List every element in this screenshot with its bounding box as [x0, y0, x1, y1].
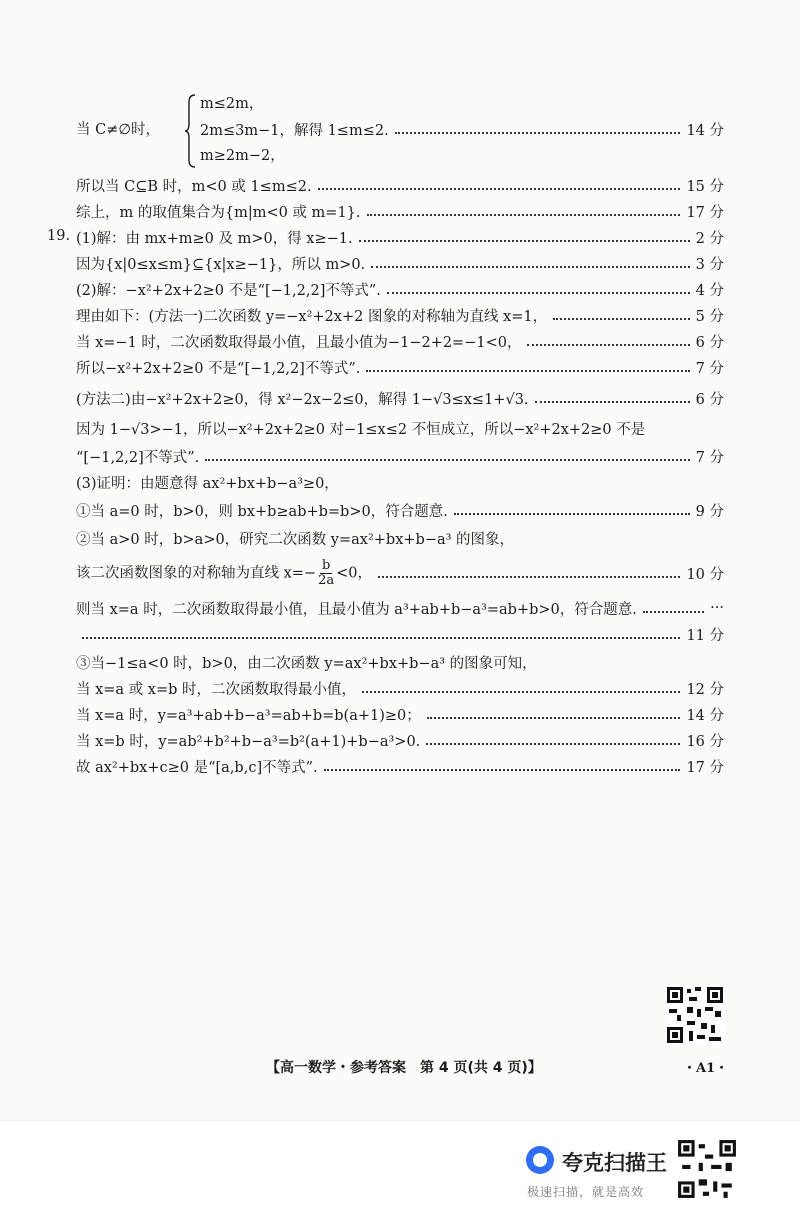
score: 2 分 — [695, 230, 724, 247]
banner-qr-code-icon — [676, 1138, 738, 1200]
answer-line — [76, 525, 724, 551]
score: 10 分 — [686, 566, 724, 583]
leader-dots — [643, 611, 704, 613]
answer-line — [76, 621, 724, 647]
score: 14 分 — [686, 122, 724, 139]
leader-dots — [324, 769, 681, 771]
score: 3 分 — [695, 256, 724, 273]
answer-line-text: (方法二)由−x²+2x+2≥0，得 x²−2x−2≤0，解得 1−√3≤x≤1+√3. — [76, 391, 529, 408]
answer-line-text: 当 x=−1 时，二次函数取得最小值，且最小值为−1−2+2=−1<0， — [76, 334, 522, 351]
answer-line — [76, 701, 724, 727]
answer-line — [76, 276, 724, 302]
answer-line-text: 理由如下：(方法一)二次函数 y=−x²+2x+2 图象的对称轴为直线 x=1， — [76, 308, 548, 325]
leader-dots — [367, 214, 681, 216]
leader-dots — [395, 132, 681, 134]
answer-line — [76, 649, 724, 675]
axis-line — [76, 557, 724, 588]
answer-line-text: (2)解：−x²+2x+2≥0 不是“[−1,2,2]不等式”. — [76, 282, 381, 299]
answer-line — [76, 675, 724, 701]
score: 17 分 — [686, 204, 724, 221]
answer-line — [76, 595, 724, 621]
score: 5 分 — [695, 308, 724, 325]
leader-dots — [366, 370, 689, 372]
brace-row-2: 2m≤3m−1，解得 1≤m≤2. — [200, 122, 389, 139]
brace-prefix: 当 C≠∅时， — [76, 122, 160, 138]
score: 16 分 — [686, 733, 724, 750]
answer-line-text: ①当 a=0 时，b>0，则 bx+b≥ab+b=b>0，符合题意. — [76, 503, 448, 520]
leader-dots — [527, 344, 689, 346]
answer-line — [76, 328, 724, 354]
qr-code-icon — [665, 985, 725, 1045]
leader-dots — [553, 318, 690, 320]
answer-line — [76, 224, 724, 250]
leader-dots — [378, 576, 680, 578]
answer-line-text: 因为 1−√3>−1，所以−x²+2x+2≥0 对−1≤x≤2 不恒成立，所以−x²+2x+2≥0 不是 — [76, 421, 646, 438]
score: 4 分 — [695, 282, 724, 299]
answer-line — [76, 469, 724, 495]
answer-line-text: 则当 x=a 时，二次函数取得最小值，且最小值为 a³+ab+b−a³=ab+b>0，符合题意. — [76, 601, 637, 618]
leader-dots — [362, 691, 680, 693]
answer-line — [76, 302, 724, 328]
left-brace-icon — [185, 94, 197, 168]
axis-line-text: 该二次函数图象的对称轴为直线 x=− $\frac{b}{2a}$ <0， — [76, 557, 372, 588]
answer-line-text: 所以−x²+2x+2≥0 不是“[−1,2,2]不等式”. — [76, 360, 361, 377]
score: 7 分 — [695, 360, 724, 377]
brace-row-3: m≥2m−2， — [200, 148, 285, 164]
score: 14 分 — [686, 707, 724, 724]
score: 6 分 — [695, 391, 724, 408]
leader-dots — [82, 637, 680, 639]
leader-dots — [318, 188, 681, 190]
answer-line-text: 所以当 C⊆B 时，m<0 或 1≤m≤2. — [76, 178, 312, 195]
answer-line — [76, 497, 724, 523]
leader-dots — [454, 513, 690, 515]
answer-line — [76, 753, 724, 779]
answer-line — [76, 415, 724, 441]
score: 11 分 — [686, 627, 724, 644]
answer-line-text: ③当−1≤a<0 时，b>0，由二次函数 y=ax²+bx+b−a³ 的图象可知， — [76, 655, 537, 672]
leader-dots — [427, 717, 681, 719]
answer-line — [76, 727, 724, 753]
score: ··· — [710, 600, 724, 616]
leader-dots — [535, 401, 690, 403]
answer-line — [76, 198, 724, 224]
leader-dots — [426, 743, 680, 745]
answer-line-text: “[−1,2,2]不等式”. — [76, 449, 200, 466]
answer-line-text: 综上，m 的取值集合为{m|m<0 或 m=1}. — [76, 204, 361, 221]
footer-code: ・A1・ — [683, 1061, 729, 1076]
answer-line-text: ②当 a>0 时，b>a>0，研究二次函数 y=ax²+bx+b−a³ 的图象， — [76, 531, 515, 548]
answer-line — [76, 443, 724, 469]
brace-row-2-line — [200, 118, 724, 140]
brace-case-block — [76, 92, 724, 168]
score: 15 分 — [686, 178, 724, 195]
score: 12 分 — [686, 681, 724, 698]
brand-name: 夸克扫描王 — [562, 1151, 667, 1175]
answer-line — [76, 250, 724, 276]
answer-line-text: 当 x=a 时，y=a³+ab+b−a³=ab+b=b(a+1)≥0； — [76, 707, 421, 724]
leader-dots — [387, 292, 690, 294]
leader-dots — [371, 266, 689, 268]
question-number: 19. — [47, 228, 71, 244]
answer-line-text: 当 x=a 或 x=b 时，二次函数取得最小值， — [76, 681, 357, 698]
quark-logo-icon — [526, 1146, 554, 1174]
fraction: $\frac{b}{2a}$ — [318, 557, 335, 588]
brand-slogan: 极速扫描，就是高效 — [527, 1185, 645, 1199]
answer-line — [76, 385, 724, 411]
score: 6 分 — [695, 334, 724, 351]
score: 9 分 — [695, 503, 724, 520]
leader-dots — [205, 459, 689, 461]
answer-line-text: 当 x=b 时，y=ab²+b²+b−a³=b²(a+1)+b−a³>0. — [76, 733, 421, 750]
leader-dots — [359, 240, 690, 242]
score: 17 分 — [686, 759, 724, 776]
answer-line — [76, 354, 724, 380]
answer-line-text: (1)解：由 mx+m≥0 及 m>0，得 x≥−1. — [76, 230, 353, 247]
footer-title: 【高一数学・参考答案 第 4 页(共 4 页)】 — [266, 1060, 542, 1076]
answer-line — [76, 172, 724, 198]
answer-line-text: 因为{x|0≤x≤m}⊆{x|x≥−1}，所以 m>0. — [76, 256, 366, 273]
answer-line-text: 故 ax²+bx+c≥0 是“[a,b,c]不等式”. — [76, 759, 318, 776]
answer-line-text: (3)证明：由题意得 ax²+bx+b−a³≥0， — [76, 475, 339, 492]
brace-row-1: m≤2m， — [200, 96, 264, 112]
score: 7 分 — [695, 449, 724, 466]
